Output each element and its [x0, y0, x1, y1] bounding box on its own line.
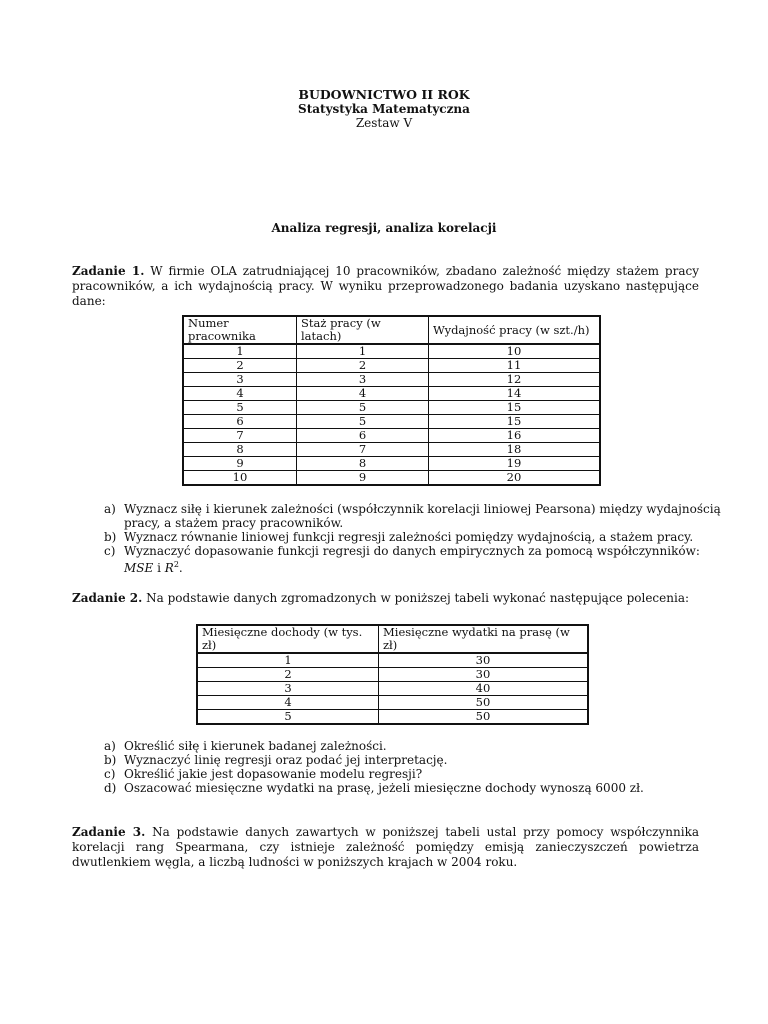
table-cell: 5 [197, 710, 379, 725]
list-item [104, 753, 724, 767]
table-cell: 8 [183, 443, 297, 457]
item-label: a) [104, 739, 116, 753]
task2-label: Zadanie 2. [72, 591, 143, 605]
table-cell: 3 [297, 373, 429, 387]
math-mse: MSE [124, 561, 154, 575]
item-conj: i [157, 561, 161, 575]
table-cell: 50 [379, 710, 589, 725]
task2-text: Na podstawie danych zgromadzonych w poniższej tabeli wykonać następujące polecenia: [146, 591, 690, 605]
column-header: Wydajność pracy (w szt./h) [429, 316, 601, 344]
table-cell: 1 [297, 344, 429, 359]
item-text: Określić jakie jest dopasowanie modelu regresji? [124, 767, 423, 781]
table-cell: 30 [379, 668, 589, 682]
item-text: Wyznaczyć dopasowanie funkcji regresji do danych empirycznych za pomocą współczynników: [124, 544, 700, 558]
table-cell: 2 [197, 668, 379, 682]
table-header-row [183, 316, 600, 344]
table-cell: 3 [197, 682, 379, 696]
table-cell: 18 [429, 443, 601, 457]
table-cell: 6 [297, 429, 429, 443]
list-item [104, 502, 724, 530]
item-label: c) [104, 767, 116, 781]
table-cell: 15 [429, 415, 601, 429]
task2-table [196, 624, 589, 725]
table-row [183, 359, 600, 373]
set-title: Zestaw V [355, 116, 413, 130]
item-label: a) [104, 502, 116, 516]
table-row [197, 682, 588, 696]
table-cell: 10 [183, 471, 297, 486]
table-row [197, 710, 588, 725]
list-item [104, 767, 724, 781]
table-row [183, 401, 600, 415]
table-cell: 1 [183, 344, 297, 359]
table-cell: 4 [297, 387, 429, 401]
table-cell: 40 [379, 682, 589, 696]
table-cell: 9 [183, 457, 297, 471]
table-cell: 3 [183, 373, 297, 387]
table-row [197, 653, 588, 668]
task3-text: Na podstawie danych zawartych w poniższej tabeli ustal przy pomocy współczynnika korelacji rang Spearmana, czy istnieje zależność pomiędzy emisją zanieczyszczeń powietrza dwutlenkiem węgla, a liczbą ludności w poniższych krajach w 2004 roku. [72, 825, 699, 869]
table-cell: 4 [197, 696, 379, 710]
table-row [197, 668, 588, 682]
course-title: BUDOWNICTWO II ROK [298, 87, 470, 102]
list-item [104, 544, 724, 575]
task1-paragraph [72, 264, 699, 309]
list-item [104, 781, 724, 795]
table-header-row [197, 625, 588, 653]
item-text: Określić siłę i kierunek badanej zależności. [124, 739, 387, 753]
item-label: b) [104, 530, 117, 544]
table-cell: 12 [429, 373, 601, 387]
column-header: Miesięczne dochody (w tys. zł) [197, 625, 379, 653]
table-cell: 50 [379, 696, 589, 710]
table-cell: 11 [429, 359, 601, 373]
table-row [183, 457, 600, 471]
table-cell: 7 [297, 443, 429, 457]
column-header: Staż pracy (w latach) [297, 316, 429, 344]
table-row [183, 471, 600, 486]
section-title: Analiza regresji, analiza korelacji [271, 221, 497, 235]
task1-text: W firmie OLA zatrudniającej 10 pracowników, zbadano zależność między stażem pracy pracowników, a ich wydajnością pracy. W wyniku przeprowadzonego badania uzyskano następujące dane: [72, 264, 699, 308]
table-cell: 14 [429, 387, 601, 401]
table-cell: 10 [429, 344, 601, 359]
task3-paragraph [72, 825, 699, 870]
table-cell: 2 [183, 359, 297, 373]
item-text: Wyznacz siłę i kierunek zależności (współczynnik korelacji liniowej Pearsona) między wydajnością pracy, a stażem pracy pracowników. [124, 502, 721, 530]
table-cell: 6 [183, 415, 297, 429]
table-cell: 5 [183, 401, 297, 415]
item-text: Wyznacz równanie liniowej funkcji regresji zależności pomiędzy wydajnością, a stażem pracy. [124, 530, 694, 544]
table-cell: 5 [297, 401, 429, 415]
table-row [183, 429, 600, 443]
task2-paragraph [72, 591, 699, 606]
list-item [104, 530, 724, 544]
task3-label: Zadanie 3. [72, 825, 146, 839]
table-cell: 2 [297, 359, 429, 373]
task2-questions [104, 739, 724, 795]
math-sup: 2 [173, 560, 179, 569]
table-cell: 20 [429, 471, 601, 486]
item-label: d) [104, 781, 117, 795]
table-row [197, 696, 588, 710]
table-cell: 1 [197, 653, 379, 668]
item-label: b) [104, 753, 117, 767]
subject-title: Statystyka Matematyczna [298, 102, 470, 116]
item-label: c) [104, 544, 116, 558]
task1-label: Zadanie 1. [72, 264, 145, 278]
table-cell: 5 [297, 415, 429, 429]
table-cell: 16 [429, 429, 601, 443]
table-cell: 4 [183, 387, 297, 401]
item-text: Oszacować miesięczne wydatki na prasę, jeżeli miesięczne dochody wynoszą 6000 zł. [124, 781, 644, 795]
document-header [0, 88, 768, 130]
item-text: Wyznaczyć linię regresji oraz podać jej interpretację. [124, 753, 448, 767]
task1-table [182, 315, 601, 486]
table-row [183, 415, 600, 429]
table-cell: 19 [429, 457, 601, 471]
table-cell: 8 [297, 457, 429, 471]
table-row [183, 373, 600, 387]
table-cell: 15 [429, 401, 601, 415]
table-cell: 9 [297, 471, 429, 486]
column-header: Numer pracownika [183, 316, 297, 344]
table-row [183, 344, 600, 359]
table-cell: 30 [379, 653, 589, 668]
task1-questions [104, 502, 724, 575]
table-cell: 7 [183, 429, 297, 443]
table-row [183, 443, 600, 457]
column-header: Miesięczne wydatki na prasę (w zł) [379, 625, 589, 653]
table-row [183, 387, 600, 401]
math-r: R [164, 561, 174, 575]
item-end: . [178, 561, 183, 575]
list-item [104, 739, 724, 753]
